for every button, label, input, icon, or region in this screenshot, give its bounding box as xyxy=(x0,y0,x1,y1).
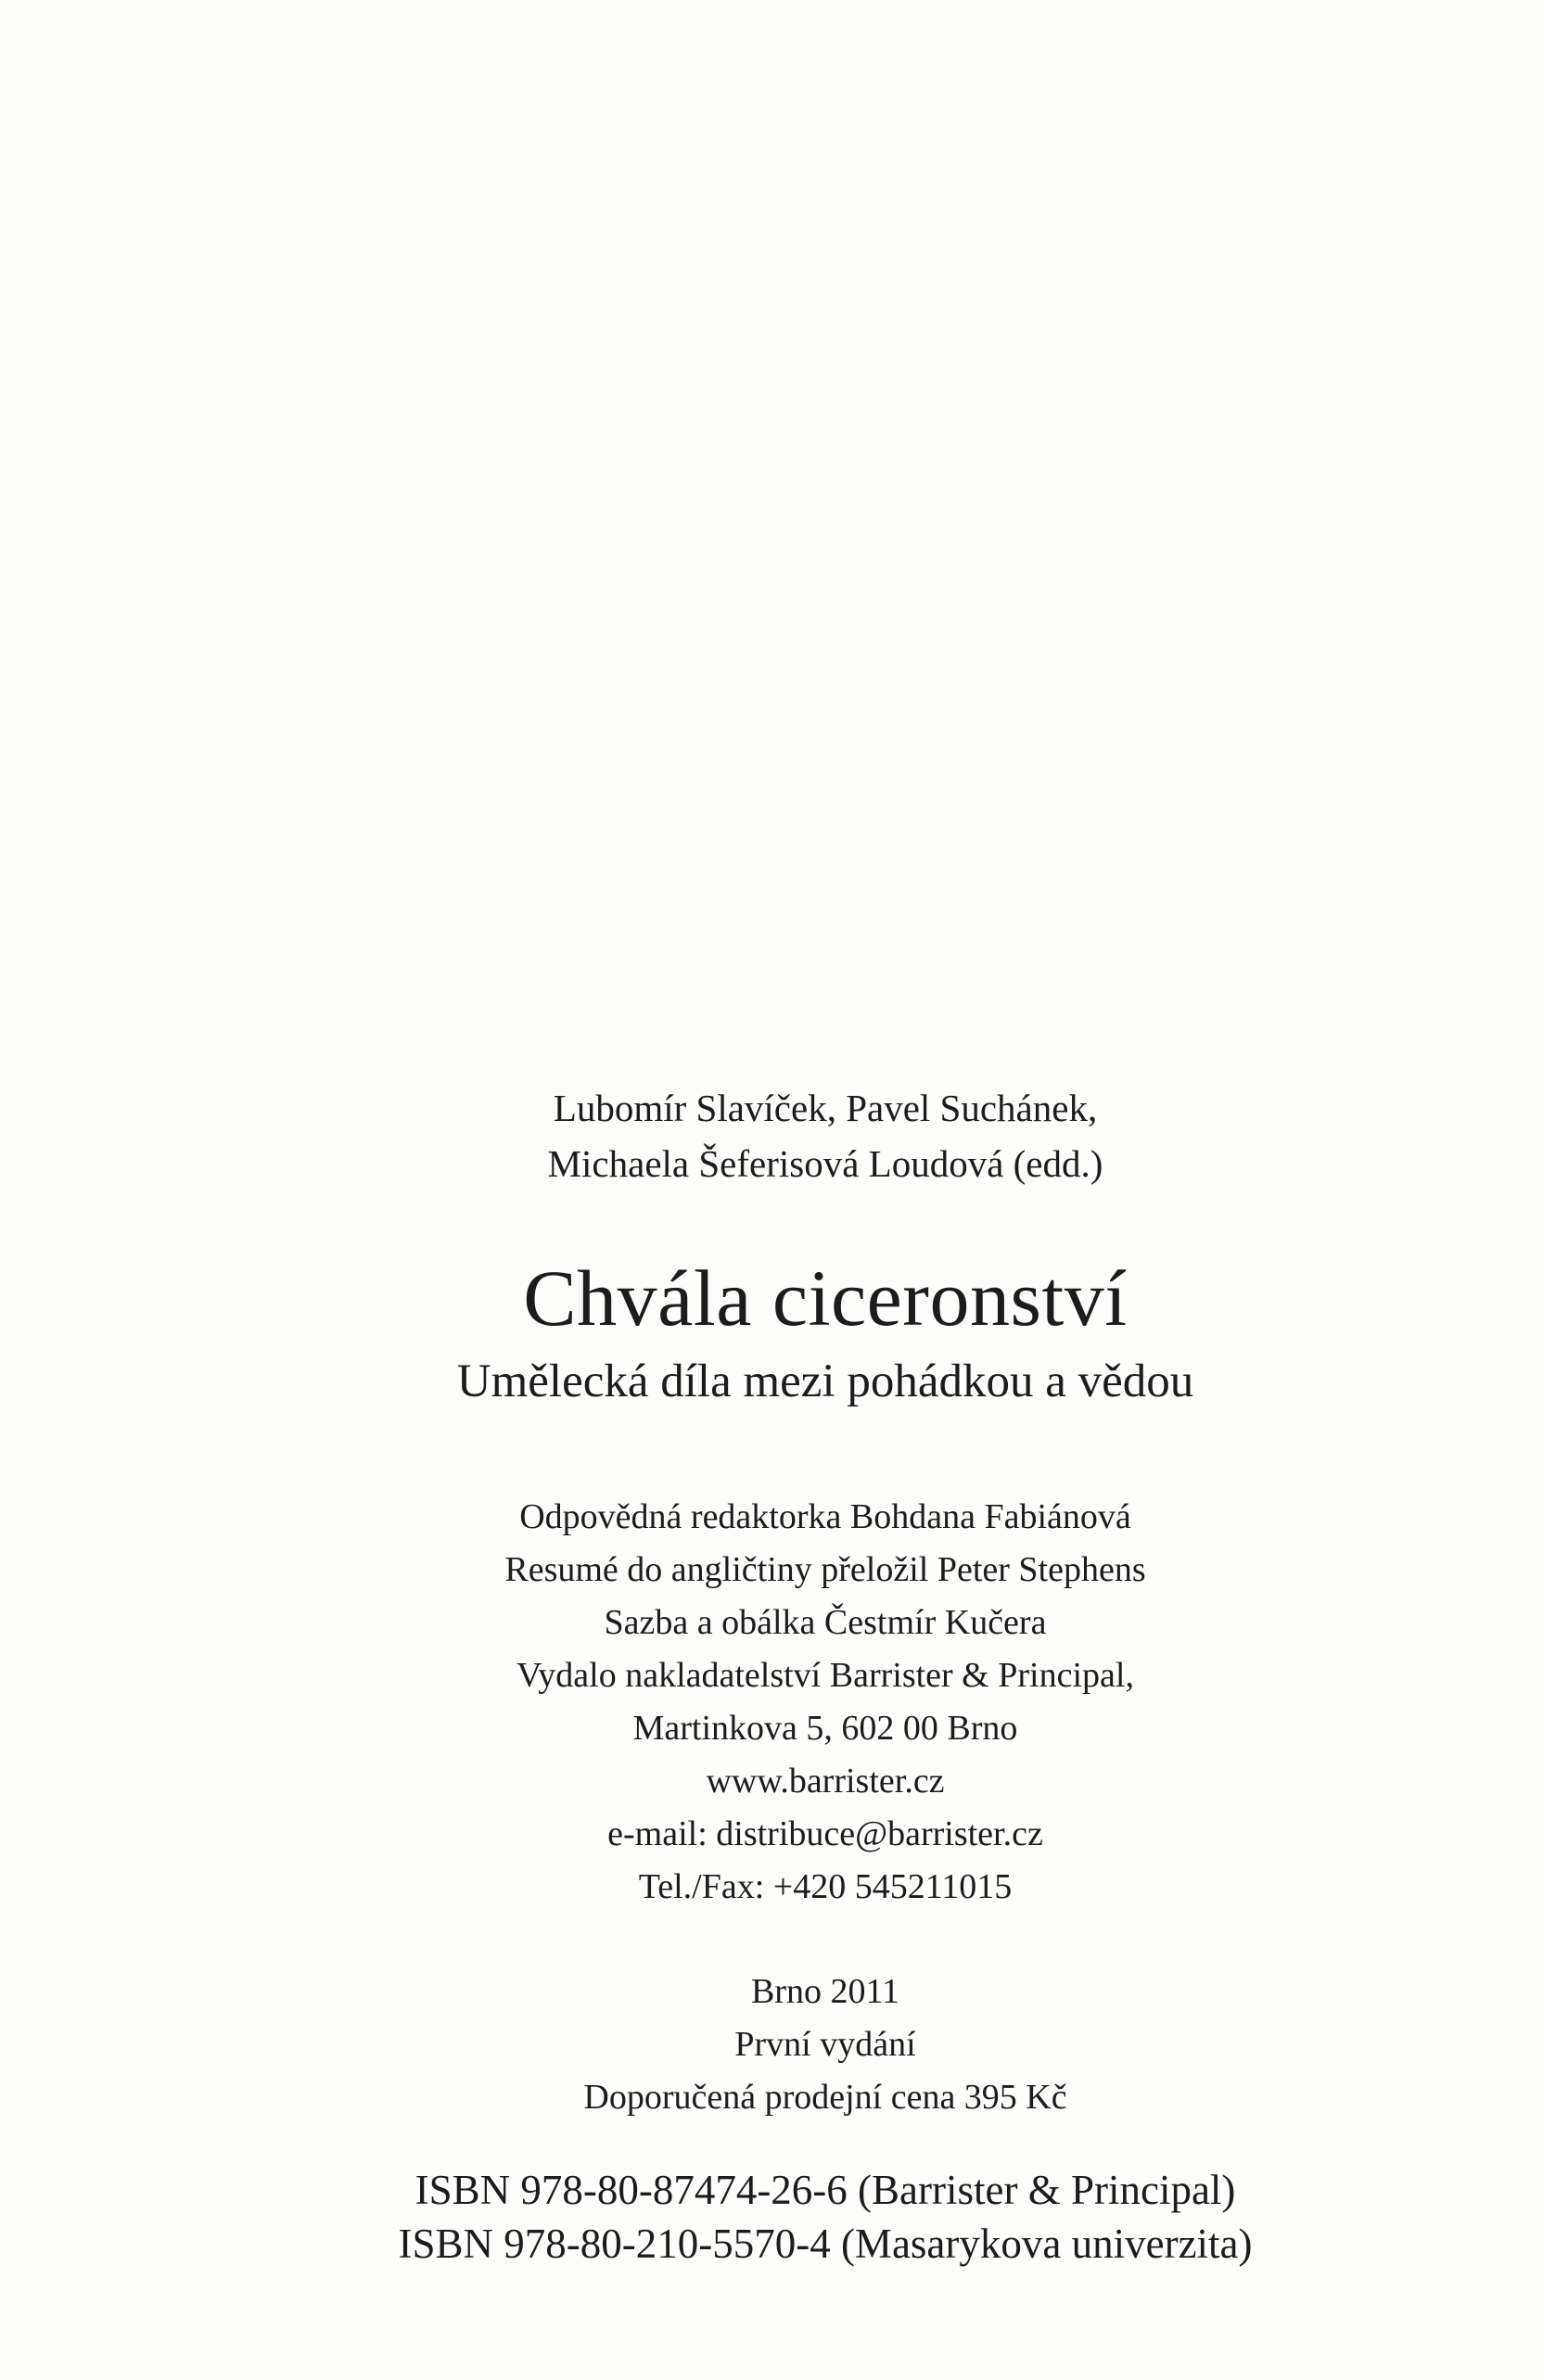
place-year: Brno 2011 xyxy=(750,1972,900,2011)
typesetting-credit: Sazba a obálka Čestmír Kučera xyxy=(604,1603,1047,1642)
edition-block xyxy=(278,1966,1372,2124)
book-title: Chvála ciceronství xyxy=(523,1254,1128,1343)
publisher-line: Vydalo nakladatelství Barrister & Principal, xyxy=(516,1656,1134,1695)
edition-label: První vydání xyxy=(734,2025,916,2064)
publisher-website: www.barrister.cz xyxy=(706,1762,945,1801)
book-subtitle: Umělecká díla mezi pohádkou a vědou xyxy=(456,1355,1194,1407)
editors-line-1: Lubomír Slavíček, Pavel Suchánek, xyxy=(553,1087,1098,1129)
credits-block xyxy=(278,1491,1372,1914)
editors-line-2: Michaela Šeferisová Loudová (edd.) xyxy=(547,1142,1103,1185)
isbn-masaryk: ISBN 978-80-210-5570-4 (Masarykova univerzita) xyxy=(398,2221,1253,2267)
editor-credit: Odpovědná redaktorka Bohdana Fabiánová xyxy=(519,1497,1131,1536)
isbn-block xyxy=(278,2163,1372,2271)
isbn-barrister: ISBN 978-80-87474-26-6 (Barrister & Principal) xyxy=(414,2167,1236,2213)
publisher-address: Martinkova 5, 602 00 Brno xyxy=(632,1709,1018,1748)
editors-block xyxy=(278,1080,1372,1191)
publisher-email: e-mail: distribuce@barrister.cz xyxy=(607,1814,1043,1853)
translator-credit: Resumé do angličtiny přeložil Peter Stephens xyxy=(504,1550,1146,1589)
publisher-phone: Tel./Fax: +420 545211015 xyxy=(638,1867,1013,1906)
price-line: Doporučená prodejní cena 395 Kč xyxy=(583,2078,1067,2117)
